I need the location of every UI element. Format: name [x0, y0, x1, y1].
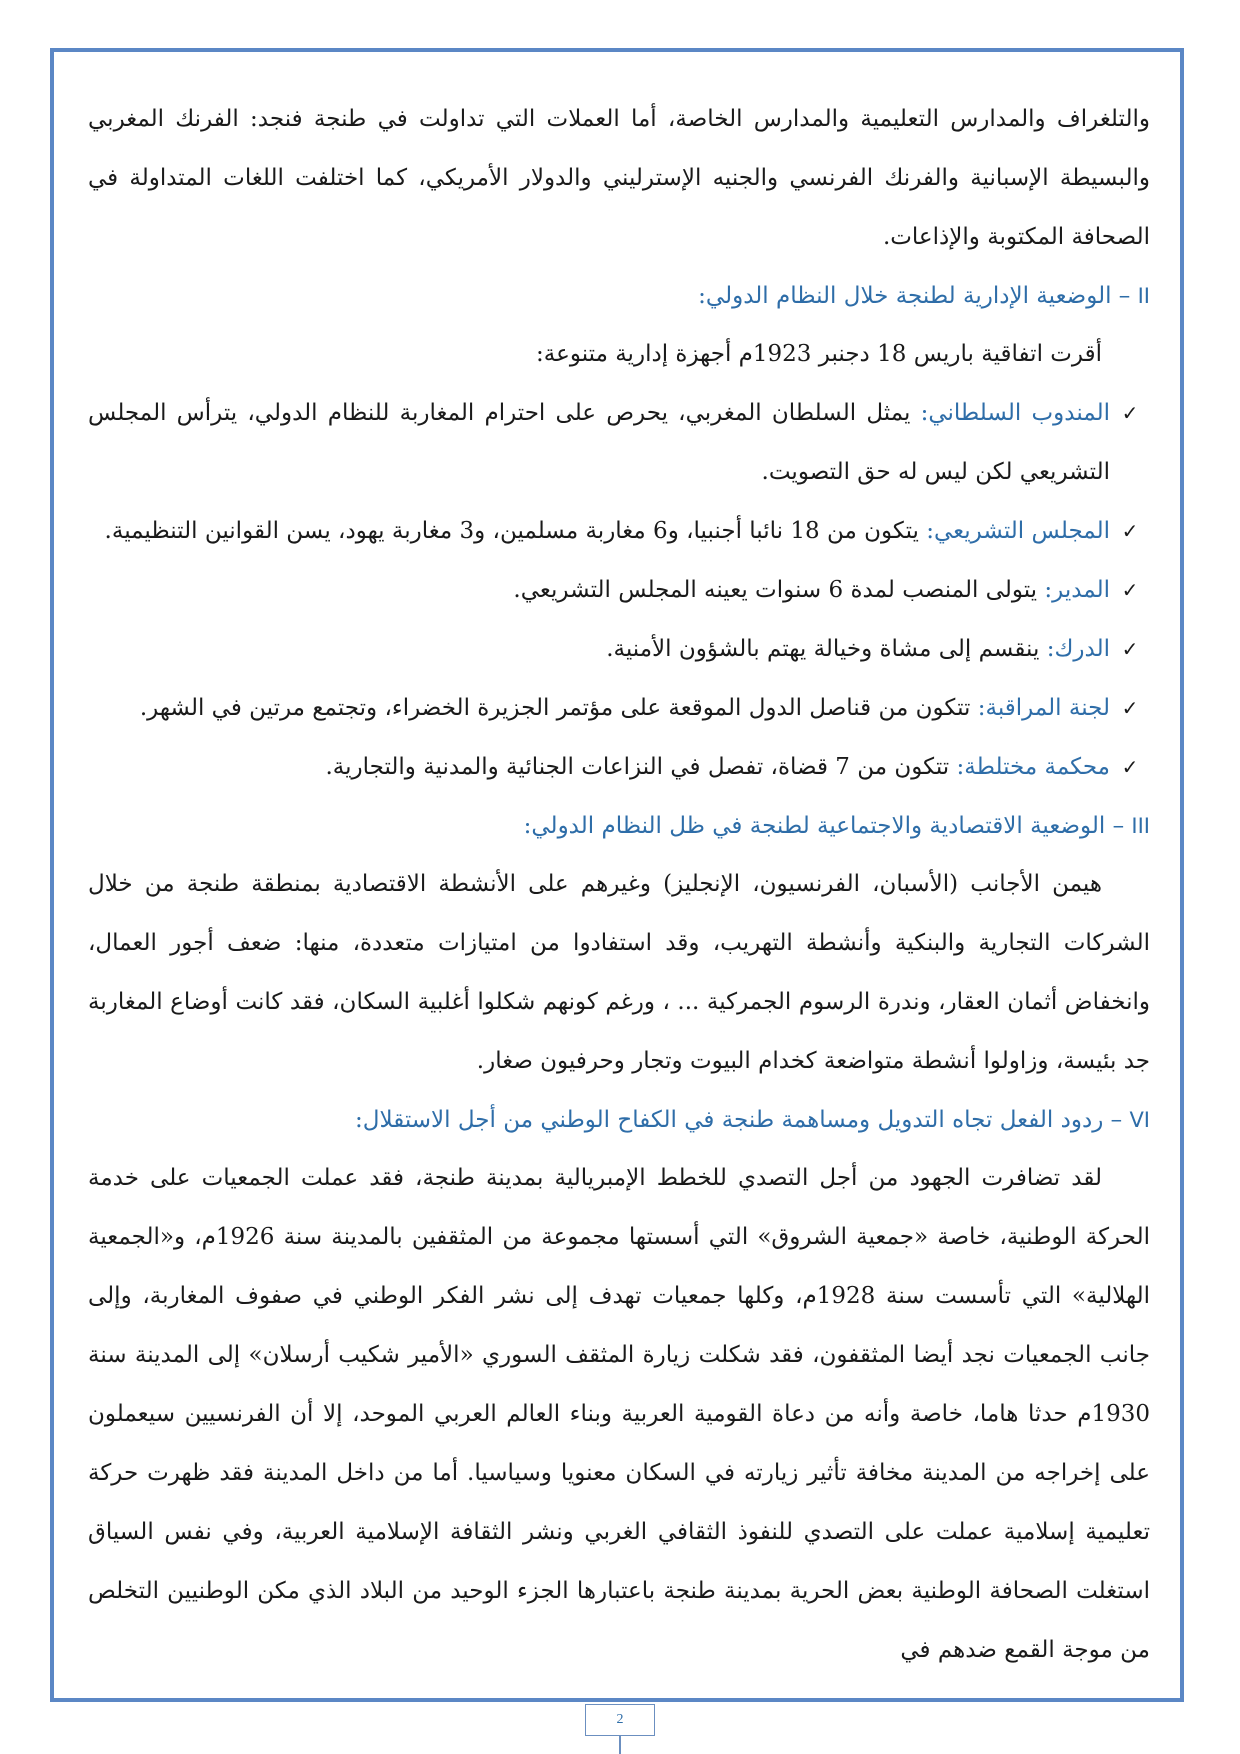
section-title: – الوضعية الإدارية لطنجة خلال النظام الدولي:: [698, 283, 1131, 309]
section-heading-2: [88, 267, 1150, 325]
list-item-text: ينقسم إلى مشاة وخيالة يهتم بالشؤون الأمنية.: [606, 636, 1040, 662]
page-number: 2: [585, 1704, 655, 1736]
list-item-term: محكمة مختلطة:: [956, 754, 1110, 780]
check-icon: ✓: [1121, 696, 1139, 720]
check-icon: ✓: [1121, 578, 1139, 602]
check-icon: ✓: [1121, 519, 1139, 543]
section-title: – ردود الفعل تجاه التدويل ومساهمة طنجة في الكفاح الوطني من أجل الاستقلال:: [355, 1107, 1123, 1133]
section-3-paragraph: هيمن الأجانب (الأسبان، الفرنسيون، الإنجليز) وغيرهم على الأنشطة الاقتصادية بمنطقة طنجة من خلال الشركات التجارية والبنكية وأنشطة التهريب، وقد استفادوا من امتيازات متعددة، منها: ضعف أجور العمال، وانخفاض أثمان العقار، وندرة الرسوم الجمركية ... ، ورغم كونهم شكلوا أغلبية السكان، فقد كانت أوضاع المغاربة جد بئيسة، وزاولوا أنشطة متواضعة كخدام البيوت وتجار وحرفيون صغار.: [88, 871, 1150, 1074]
list-item: [88, 384, 1150, 502]
list-item-text: يتولى المنصب لمدة 6 سنوات يعينه المجلس التشريعي.: [513, 577, 1038, 603]
section-number: III: [1131, 814, 1150, 838]
list-item-term: المجلس التشريعي:: [926, 518, 1110, 544]
list-item-text: تتكون من 7 قضاة، تفصل في النزاعات الجنائية والمدنية والتجارية.: [325, 754, 950, 780]
administrative-list: [88, 384, 1150, 797]
section-heading-3: [88, 797, 1150, 855]
list-item-text: يمثل السلطان المغربي، يحرص على احترام المغاربة للنظام الدولي، يترأس المجلس التشريعي لكن ليس له حق التصويت.: [88, 400, 1110, 485]
list-item: [88, 561, 1150, 620]
list-item-text: يتكون من 18 نائبا أجنبيا، و6 مغاربة مسلمين، و3 مغاربة يهود، يسن القوانين التنظيمية.: [104, 518, 919, 544]
section-number: II: [1137, 284, 1150, 308]
section-number: VI: [1129, 1108, 1150, 1132]
section-heading-4: [88, 1091, 1150, 1149]
page-number-connector: [619, 1736, 621, 1754]
check-icon: ✓: [1121, 637, 1139, 661]
list-item: [88, 679, 1150, 738]
list-item: [88, 502, 1150, 561]
check-icon: ✓: [1121, 401, 1139, 425]
list-item: [88, 620, 1150, 679]
list-item: [88, 738, 1150, 797]
list-item-text: تتكون من قناصل الدول الموقعة على مؤتمر الجزيرة الخضراء، وتجتمع مرتين في الشهر.: [139, 695, 971, 721]
section-2-intro: أقرت اتفاقية باريس 18 دجنبر 1923م أجهزة إدارية متنوعة:: [536, 341, 1102, 367]
section-4-paragraph: لقد تضافرت الجهود من أجل التصدي للخطط الإمبريالية بمدينة طنجة، فقد عملت الجمعيات على خدمة الحركة الوطنية، خاصة «جمعية الشروق» التي أسستها مجموعة من المثقفين بالمدينة سنة 1926م، و«الجمعية الهلالية» التي تأسست سنة 1928م، وكلها جمعيات تهدف إلى نشر الفكر الوطني في صفوف المغاربة، وإلى جانب الجمعيات نجد أيضا المثقفون، فقد شكلت زيارة المثقف السوري «الأمير شكيب أرسلان» إلى المدينة سنة 1930م حدثا هاما، خاصة وأنه من دعاة القومية العربية وبناء العالم العربي الموحد، إلا أن الفرنسيين سيعملون على إخراجه من المدينة مخافة تأثير زيارته في السكان معنويا وسياسيا. أما من داخل المدينة فقد ظهرت حركة تعليمية إسلامية عملت على التصدي للنفوذ الثقافي الغربي ونشر الثقافة الإسلامية العربية، وفي نفس السياق استغلت الصحافة الوطنية بعض الحرية بمدينة طنجة باعتبارها الجزء الوحيد من البلاد الذي مكن الوطنيين التخلص من موجة القمع ضدهم في: [88, 1165, 1151, 1663]
document-body: [88, 90, 1150, 1680]
list-item-term: لجنة المراقبة:: [977, 695, 1110, 721]
section-title: – الوضعية الاقتصادية والاجتماعية لطنجة في ظل النظام الدولي:: [523, 813, 1125, 839]
list-item-term: الدرك:: [1046, 636, 1110, 662]
list-item-term: المندوب السلطاني:: [920, 400, 1110, 426]
list-item-term: المدير:: [1044, 577, 1110, 603]
check-icon: ✓: [1121, 755, 1139, 779]
paragraph-intro: والتلغراف والمدارس التعليمية والمدارس الخاصة، أما العملات التي تداولت في طنجة فنجد: الفرنك المغربي والبسيطة الإسبانية والفرنك الفرنسي والجنيه الإسترليني والدولار الأمريكي، كما اختلفت اللغات المتداولة في الصحافة المكتوبة والإذاعات.: [88, 106, 1150, 250]
